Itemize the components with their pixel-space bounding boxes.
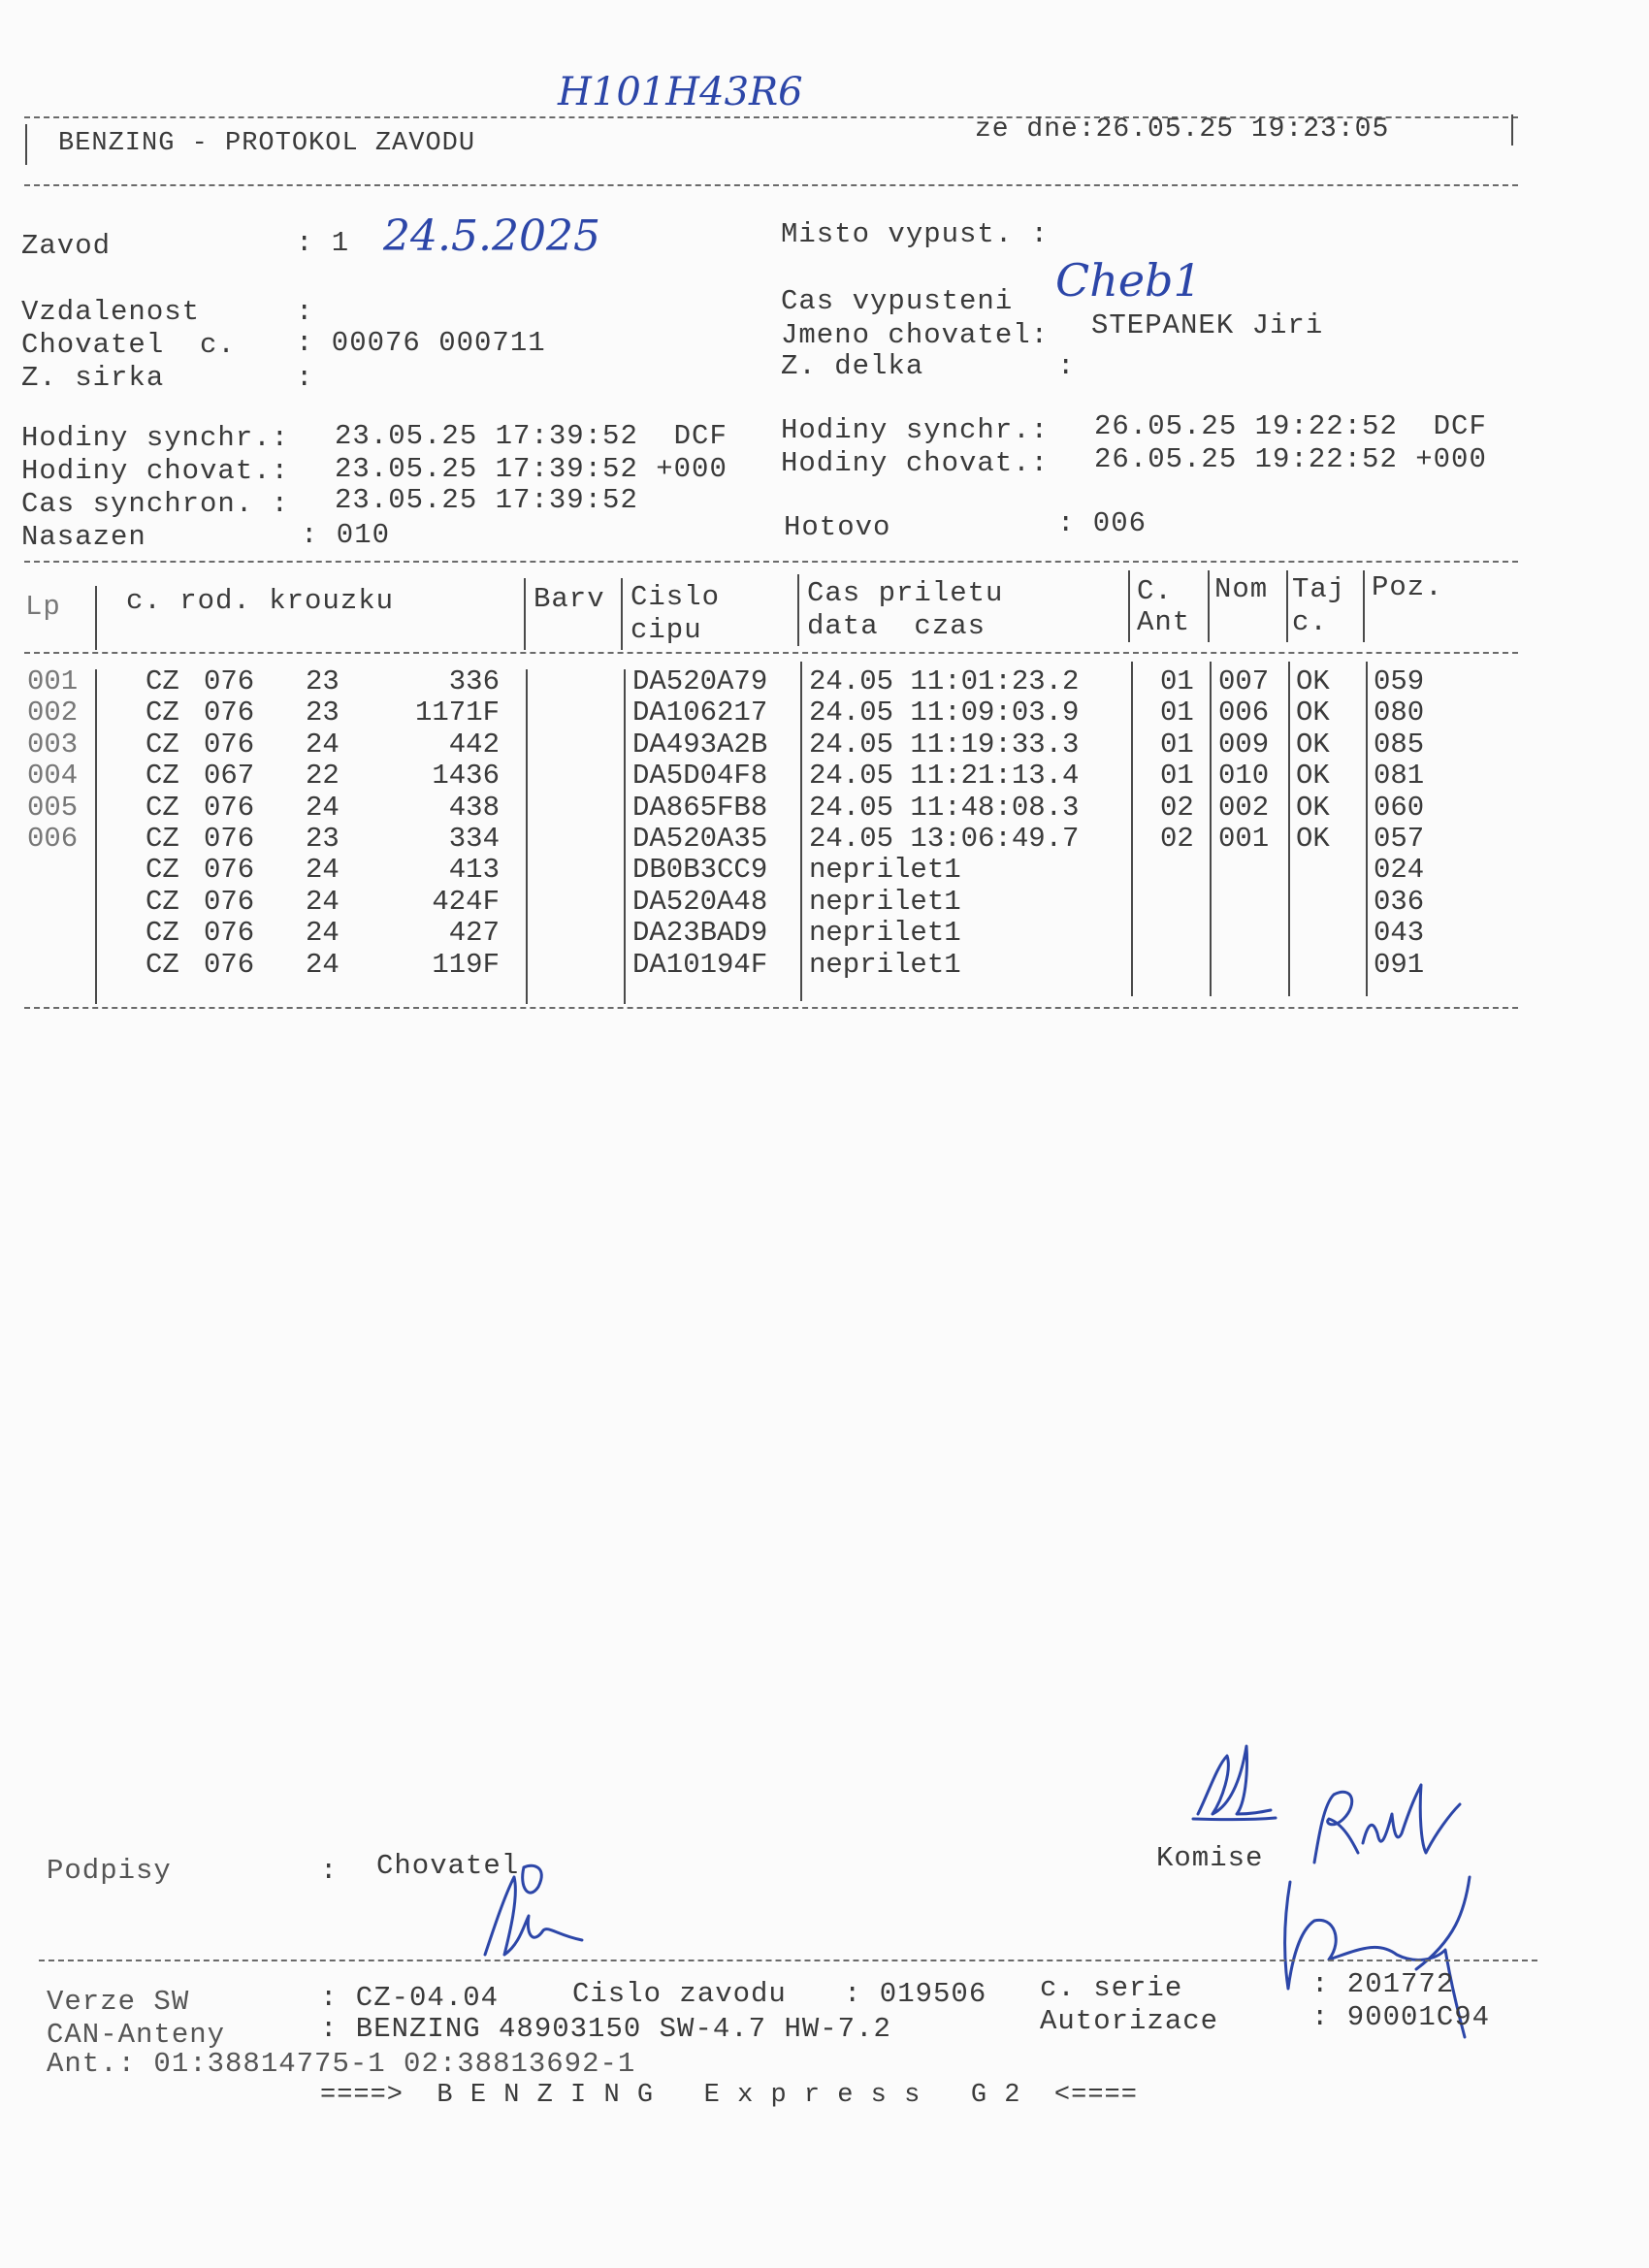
cell-cz: CZ [146,823,179,855]
table-top-rule [24,561,1518,563]
table-header-rule [24,652,1518,654]
cell-chip: DA865FB8 [632,791,768,824]
chov2-label: Hodiny chovat.: [781,447,1050,479]
chov1-value: 23.05.25 17:39:52 +000 [335,453,728,485]
cell-poz: 043 [1374,917,1425,950]
cell-nom: 001 [1218,823,1270,855]
th-lp: Lp [25,591,61,623]
cell-chip: DA5D04F8 [632,760,768,793]
podpisy-label: Podpisy [47,1855,172,1887]
cell-cz: CZ [146,728,179,761]
cell-time: 24.05 11:09:03.9 [809,697,1080,729]
cell-time: neprilet1 [809,854,961,887]
cell-nom: 002 [1218,791,1270,824]
chov2-value: 26.05.25 19:22:52 +000 [1094,443,1487,475]
cell-time: 24.05 11:19:33.3 [809,728,1080,761]
handwritten-release-place: Cheb1 [1055,254,1202,307]
th-cas-2: data czas [807,610,986,642]
cell-poz: 085 [1374,728,1425,761]
zavod-label: Zavod [21,230,112,262]
cell-taj: OK [1296,760,1330,793]
col-sep-barv [524,578,526,650]
cell-taj: OK [1296,728,1330,761]
cell-org: 076 [204,728,255,761]
podpisy-colon: : [320,1855,339,1887]
verze-label: Verze SW [47,1986,190,2018]
vzdalenost-label: Vzdalenost [21,296,201,328]
cell-ring: 1171F [414,697,500,729]
komise-label: Komise [1156,1842,1264,1874]
cell-poz: 080 [1374,697,1425,729]
cell-ring: 438 [448,791,500,824]
th-cislo-2: cipu [630,614,702,646]
cas-sync-label: Cas synchron. : [21,488,290,520]
vzdalenost-value: : [296,296,314,328]
col-sep-cas-body [800,662,802,1001]
cell-ring: 427 [448,917,500,950]
cislo-zavodu-label: Cislo zavodu [572,1978,787,2010]
autorizace-value: : 90001C94 [1311,2001,1491,2033]
footer-rule [39,1960,1537,1961]
cell-yr: 24 [306,791,340,824]
cell-org: 076 [204,885,255,918]
cas-vypusteni-label: Cas vypusteni [781,285,1014,317]
chovatel-value: : 00076 000711 [296,327,546,359]
cell-chip: DB0B3CC9 [632,854,768,887]
cell-org: 076 [204,948,255,981]
nasazen-label: Nasazen [21,521,146,553]
cell-poz: 059 [1374,665,1425,697]
cell-time: 24.05 11:48:08.3 [809,791,1080,824]
cell-chip: DA23BAD9 [632,917,768,950]
report-date: ze dne:26.05.25 19:23:05 [975,114,1390,145]
cell-lp: 006 [27,823,79,855]
cell-yr: 23 [306,665,340,697]
handwritten-race-date: 24.5.2025 [383,211,600,261]
th-cislo-1: Cislo [630,581,721,613]
col-sep-ant [1128,570,1130,642]
cell-ant: 01 [1160,760,1194,793]
th-barv: Barv [534,583,605,615]
commission-signature-1 [1179,1736,1285,1833]
misto-label: Misto vypust. : [781,218,1050,250]
col-sep-ant-body [1131,662,1133,996]
cell-cz: CZ [146,791,179,824]
cell-chip: DA493A2B [632,728,768,761]
cell-taj: OK [1296,823,1330,855]
cell-org: 076 [204,854,255,887]
commission-signature-2 [1305,1775,1479,1882]
chovatel-sign-label: Chovatel [376,1850,520,1882]
hotovo-label: Hotovo [784,511,891,543]
can-label: CAN-Anteny [47,2019,226,2051]
col-sep-taj-body [1288,662,1290,996]
th-nom: Nom [1214,573,1269,605]
antenna-line: Ant.: 01:38814775-1 02:38813692-1 [47,2048,636,2080]
cell-cz: CZ [146,760,179,793]
delka-label: Z. delka [781,350,924,382]
verze-value: : CZ-04.04 [320,1982,500,2014]
cell-cz: CZ [146,697,179,729]
cell-nom: 006 [1218,697,1270,729]
cell-time: neprilet1 [809,917,961,950]
chov1-label: Hodiny chovat.: [21,455,290,487]
cell-ant: 02 [1160,791,1194,824]
cell-chip: DA520A79 [632,665,768,697]
header-right-border [1511,114,1513,146]
cislo-zavodu-value: : 019506 [844,1978,987,2010]
th-taj-2: c. [1292,606,1328,638]
cell-taj: OK [1296,791,1330,824]
cell-time: 24.05 11:01:23.2 [809,665,1080,697]
cell-time: neprilet1 [809,885,961,918]
sync1-label: Hodiny synchr.: [21,422,290,454]
cell-cz: CZ [146,948,179,981]
cell-time: 24.05 13:06:49.7 [809,823,1080,855]
cell-chip: DA520A48 [632,885,768,918]
col-sep-lp-body [95,669,97,1004]
cell-taj: OK [1296,665,1330,697]
cell-yr: 24 [306,917,340,950]
cell-cz: CZ [146,665,179,697]
cas-sync-value: 23.05.25 17:39:52 [335,484,638,516]
cell-yr: 24 [306,948,340,981]
sirka-value: : [296,362,314,394]
cell-ring: 334 [448,823,500,855]
cell-lp: 001 [27,665,79,697]
cell-cz: CZ [146,854,179,887]
cell-taj: OK [1296,697,1330,729]
cell-poz: 057 [1374,823,1425,855]
sirka-label: Z. sirka [21,362,165,394]
cell-ring: 413 [448,854,500,887]
cell-ant: 02 [1160,823,1194,855]
th-ant-2: Ant [1137,606,1191,638]
cell-ant: 01 [1160,697,1194,729]
cell-yr: 24 [306,885,340,918]
cell-org: 076 [204,791,255,824]
cell-ring: 1436 [432,760,500,793]
col-sep-poz-body [1366,662,1368,996]
autorizace-label: Autorizace [1040,2005,1219,2037]
cell-lp: 003 [27,728,79,761]
table-bottom-rule [24,1007,1518,1009]
col-sep-cas [797,574,799,646]
header-bottom-rule [24,184,1518,186]
cell-cz: CZ [146,917,179,950]
cell-org: 076 [204,917,255,950]
serie-value: : 201772 [1311,1968,1455,2000]
cell-lp: 004 [27,760,79,793]
cell-ant: 01 [1160,665,1194,697]
cell-org: 067 [204,760,255,793]
cell-yr: 22 [306,760,340,793]
cell-yr: 23 [306,823,340,855]
cell-nom: 010 [1218,760,1270,793]
cell-poz: 060 [1374,791,1425,824]
th-poz: Poz. [1372,571,1443,603]
cell-yr: 24 [306,728,340,761]
cell-poz: 024 [1374,854,1425,887]
sync2-label: Hodiny synchr.: [781,414,1050,446]
cell-poz: 081 [1374,760,1425,793]
report-title: BENZING - PROTOKOL ZAVODU [58,129,476,158]
col-sep-lp [95,586,97,650]
sync1-value: 23.05.25 17:39:52 DCF [335,420,728,452]
cell-time: 24.05 11:21:13.4 [809,760,1080,793]
nasazen-value: : 010 [301,519,391,551]
jmeno-value: STEPANEK Jiri [1091,309,1324,341]
cell-time: neprilet1 [809,948,961,981]
sync2-value: 26.05.25 19:22:52 DCF [1094,410,1487,442]
th-krouzek: c. rod. krouzku [126,585,395,617]
cell-chip: DA520A35 [632,823,768,855]
breeder-signature [466,1858,611,1974]
hotovo-value: : 006 [1057,507,1148,539]
cell-ring: 442 [448,728,500,761]
serie-label: c. serie [1040,1972,1183,2004]
handwritten-code: H101H43R6 [558,70,803,114]
cell-yr: 23 [306,697,340,729]
col-sep-cislo-body [624,669,626,1004]
brand-line: ====> B E N Z I N G E x p r e s s G 2 <==== [320,2081,1138,2110]
cell-chip: DA106217 [632,697,768,729]
col-sep-cislo [621,578,623,650]
cell-nom: 009 [1218,728,1270,761]
th-cas-1: Cas priletu [807,577,1004,609]
cell-cz: CZ [146,885,179,918]
delka-value: : [1057,350,1076,382]
can-value: : BENZING 48903150 SW-4.7 HW-7.2 [320,2013,891,2045]
th-ant-1: C. [1137,575,1173,607]
col-sep-poz [1363,570,1365,642]
col-sep-nom-body [1210,662,1212,996]
cell-poz: 036 [1374,885,1425,918]
cell-ring: 424F [432,885,500,918]
col-sep-barv-body [526,669,528,1004]
jmeno-label: Jmeno chovatel: [781,319,1050,351]
cell-ring: 119F [432,948,500,981]
cell-org: 076 [204,665,255,697]
cell-ant: 01 [1160,728,1194,761]
cell-org: 076 [204,697,255,729]
cell-poz: 091 [1374,948,1425,981]
chovatel-label: Chovatel c. [21,329,236,361]
cell-org: 076 [204,823,255,855]
cell-lp: 005 [27,791,79,824]
col-sep-nom [1208,570,1210,642]
col-sep-taj [1286,570,1288,642]
cell-chip: DA10194F [632,948,768,981]
cell-lp: 002 [27,697,79,729]
cell-ring: 336 [448,665,500,697]
cell-nom: 007 [1218,665,1270,697]
th-taj-1: Taj [1292,573,1346,605]
header-left-border [25,124,27,165]
zavod-value: : 1 [296,227,350,259]
cell-yr: 24 [306,854,340,887]
